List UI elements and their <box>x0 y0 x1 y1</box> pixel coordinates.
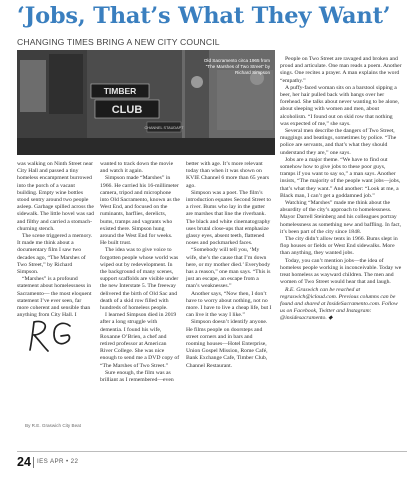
paragraph: The scene triggered a memory. It made me think about a documentary film I saw two decades ago, “The Marshes of Two Street,” by Richard Simpson. <box>17 233 93 276</box>
footer-separator <box>33 457 34 468</box>
author-byline: By R.E. Graswich City Beat <box>25 423 81 428</box>
restaurant-sign: CHANNEL STAUDAPT <box>144 126 184 130</box>
paragraph: I learned Simpson died in 2019 after a long struggle with dementia. I found his wife, Roxanne O’Brien, a chef and retired professor at American River College. She was nice enough to send me a DVD copy of “The Marshes of Two Street.” <box>100 312 180 369</box>
paragraph: Simpson doesn’t identify anyone. He films people on doorsteps and street corners and in bars and rooming houses—Hotel Enterprise, Union Gospel Mission, Rome Café, Bank Exchange Cafe, Timber Club, Channel Restaurant. <box>186 319 268 369</box>
page-number: 24 <box>17 455 31 469</box>
paragraph: The idea was to give voice to forgotten people whose world was wiped out by redevelopment. In the background of many scenes, support scaffolds are visible under the new Interstate 5. The freeway delivered the birth of Old Sac and death of a skid row filled with hundreds of homeless people. <box>100 247 179 312</box>
paragraph: Sure enough, the film was as brilliant as I remembered—even <box>100 369 174 384</box>
paragraph: Jobs are a major theme. “We have to find out somehow how to give jobs to these poor guys, tramps if you want to say so,” a man says. Another insists, “The majority of the people want jobs—jobs, that’s what they want.” And another: “Look at me, a Black man, I can’t get a goddamned job.” <box>280 156 401 199</box>
timber-sign-top: TIMBER <box>103 86 137 96</box>
paragraph: The city didn’t allow tents in 1966. Bums slept in flop houses or fields or West End sidewalks. More than anything, they wanted jobs. <box>280 236 398 257</box>
paragraph: People on Two Street are ravaged and broken and proud and articulate. One man reads a poem. Another sings. One recites a prayer. A man explains the word “empathy.” <box>280 56 402 84</box>
paragraph: “Somebody will tell you, ‘My wife, she’s the cause that I’m down here, or my mother died.’ Everybody has a reason,” one man says. “This is just an escape, an escape from a man’s weaknesses.” <box>186 247 271 290</box>
club-sign-bottom: CLUB <box>111 104 143 116</box>
footer-rule <box>17 451 407 452</box>
paragraph: wanted to track down the movie and watch it again. <box>100 161 174 175</box>
author-note: R.E. Graswich can be reached at regraswich@icloud.com. Previous columns can be found and shared at InsideSacramento.com. Follow us on Facebook, Twitter and Instagram: @insidesacramento. ◆ <box>280 286 398 322</box>
article-subhead: CHANGING TIMES BRING A NEW CITY COUNCIL <box>17 37 220 47</box>
paragraph: Simpson made “Marshes” in 1966. He carried his 16-millimeter camera, tripod and microphone into Old Sacramento, known as the West End, and focused on the ruminants, barflies, derelicts, bums, tramps and vagrants who existed there. Simpson hung around the West End for weeks. He built trust. <box>100 175 180 247</box>
photo-caption: Old Sacramento circa 1965 from “The Marshes of Two Street” by Richard Simpson <box>203 58 270 75</box>
article-column-3 <box>186 161 272 370</box>
paragraph: Today, you can’t mention jobs—the idea of homeless people working is inconceivable. Today we treat homeless as wayward children. The men and women of Two Street would hear that and laugh. <box>280 257 402 286</box>
paragraph: Another says, “Now then, I don’t have to worry about nothing, not no more. I have to live a cheap life, but I can live it the way I like.” <box>186 290 272 319</box>
author-signature-icon <box>24 316 76 356</box>
article-photo <box>17 50 275 155</box>
paragraph: better with age. It’s more relevant today than when it was shown on KVIE Channel 6 more than 65 years ago. <box>186 161 270 189</box>
paragraph: Several men describe the dangers of Two Street, muggings and beatings, sometimes by police. “The police are servants, and that’s what they should understand they are,” one says. <box>280 128 397 156</box>
article-column-2 <box>100 161 180 384</box>
issue-date: IES APR • 22 <box>37 458 79 465</box>
paragraph: was walking on Ninth Street near City Hall and passed a tiny homeless encampment burrowed into the porch of a vacant building. Empty wine bottles stood sentry around two people asleep. Garbage spilled across the sidewalk. The little hovel was sad and filthy and carried a stomach-churning stench. <box>17 161 94 232</box>
paragraph: “Marshes” is a profound statement about homelessness in Sacramento— the most eloquent statement I’ve ever seen, far more coherent and sensible than anything from City Hall. I <box>17 276 92 319</box>
article-column-1 <box>17 161 94 319</box>
paragraph: A puffy-faced woman sits on a barstool sipping a beer, her hair pulled back with bangs over her forehead. She talks about never wanting to be alone, about sleeping with women and men, about alcoholism. “I found out on skid row that nothing was expected of me,” she says. <box>280 84 400 127</box>
article-headline: ‘Jobs, That’s What They Want’ <box>17 3 391 29</box>
paragraph: Watching “Marshes” made me think about the absurdity of the city’s approach to homelessness. Mayor Darrell Steinberg and his colleagues portray homelessness as something new and baffling. In fact, it’s been part of the city since 1848. <box>280 200 402 235</box>
paragraph: Simpson was a poet. The film’s introduction equates Second Street to a river. Bums who lay in the gutter are marshes that line the riverbank. The black and white cinematography uses brutal close-ups that emphasize glassy eyes, absent teeth, flattened noses and pockmarked faces. <box>186 189 271 247</box>
article-column-4 <box>280 56 402 323</box>
